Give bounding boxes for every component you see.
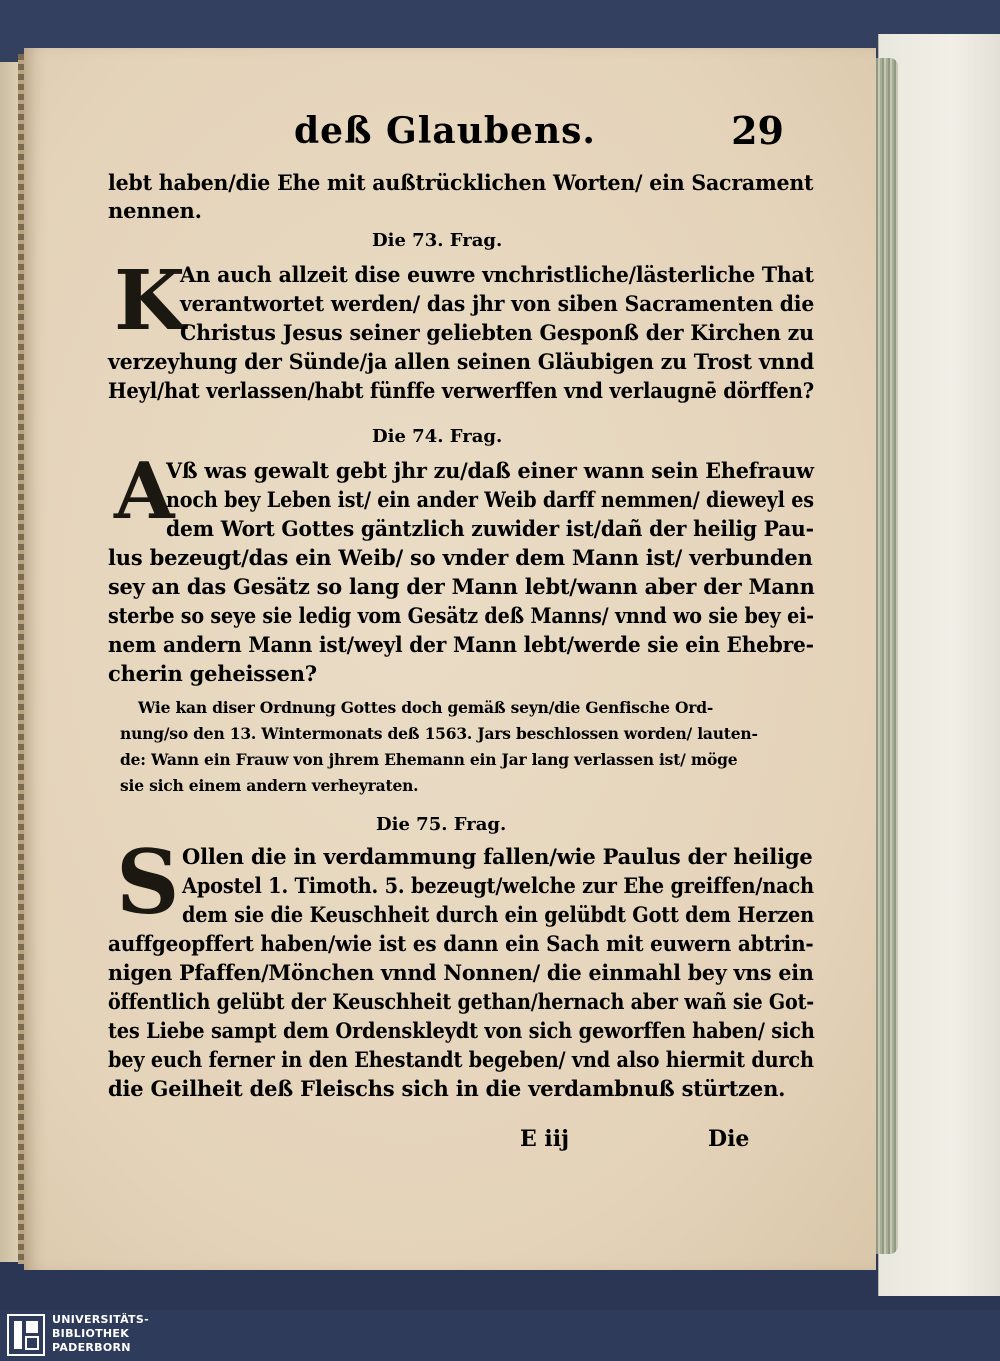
text-line: verantwortet werden/ das jhr von siben Sacramenten die	[180, 291, 815, 316]
text-line: nennen.	[108, 198, 202, 223]
library-name-line: BIBLIOTHEK	[52, 1327, 130, 1340]
drop-cap-initial: S	[116, 830, 180, 934]
text-line: sterbe so seye sie ledig vom Gesätz deß Manns/ vnnd wo sie bey ei-	[108, 603, 814, 628]
text-line: cherin geheissen?	[108, 661, 317, 686]
running-title: deß Glaubens.	[294, 110, 596, 152]
library-name-line: PADERBORN	[52, 1341, 131, 1354]
text-line: Ollen die in verdammung fallen/wie Paulus der heilige	[182, 844, 813, 869]
catchword: Die	[708, 1126, 750, 1152]
footer-bar	[0, 1310, 1000, 1361]
text-line: dem sie die Keuschheit durch ein gelübdt Gott dem Herzen	[182, 902, 814, 927]
question-heading: Die 73. Frag.	[372, 230, 503, 251]
text-line: Apostel 1. Timoth. 5. bezeugt/welche zur Ehe greiffen/nach	[182, 873, 814, 898]
text-line: nigen Pfaffen/Mönchen vnnd Nonnen/ die einmahl bey vns ein	[108, 960, 814, 985]
text-line: noch bey Leben ist/ ein ander Weib darff nemmen/ dieweyl es	[166, 487, 814, 512]
text-line: lus bezeugt/das ein Weib/ so vnder dem Mann ist/ verbunden	[108, 545, 813, 570]
note-line: nung/so den 13. Wintermonats deß 1563. Jars beschlossen worden/ lauten-	[120, 724, 758, 743]
text-line: die Geilheit deß Fleischs sich in die verdambnuß stürtzen.	[108, 1076, 786, 1101]
text-line: tes Liebe sampt dem Ordenskleydt von sich geworffen haben/ sich	[108, 1018, 815, 1043]
note-line: sie sich einem andern verheyraten.	[120, 776, 419, 795]
text-line: Heyl/hat verlassen/habt fünffe verwerffen vnd verlaugnē dörffen?	[108, 378, 814, 403]
library-name	[52, 1313, 149, 1355]
text-line: sey an das Gesätz so lang der Mann lebt/wann aber der Mann	[108, 574, 815, 599]
text-line: Christus Jesus seiner geliebten Gesponß der Kirchen zu	[180, 320, 814, 345]
drop-cap-initial: A	[114, 446, 175, 537]
text-line: Vß was gewalt gebt jhr zu/daß einer wann sein Ehefrauw	[166, 458, 814, 483]
page-number: 29	[731, 108, 784, 153]
text-line: lebt haben/die Ehe mit außtrücklichen Worten/ ein Sacrament	[108, 170, 814, 195]
running-head	[224, 110, 784, 158]
text-line: dem Wort Gottes gäntzlich zuwider ist/dañ der heilig Pau-	[166, 516, 814, 541]
library-logo-icon	[6, 1313, 46, 1357]
note-line: Wie kan diser Ordnung Gottes doch gemäß seyn/die Genfische Ord-	[138, 698, 714, 717]
text-line: An auch allzeit dise euwre vnchristliche/lästerliche That	[180, 262, 814, 287]
question-heading: Die 75. Frag.	[376, 814, 507, 835]
question-heading: Die 74. Frag.	[372, 426, 503, 447]
signature-mark: E iij	[520, 1126, 570, 1152]
drop-cap-initial: K	[114, 253, 186, 349]
text-line: bey euch ferner in den Ehestandt begeben/ vnd also hiermit durch	[108, 1047, 814, 1072]
library-name-line: UNIVERSITÄTS-	[52, 1313, 149, 1326]
text-line: auffgeopffert haben/wie ist es dann ein Sach mit euwern abtrin-	[108, 931, 814, 956]
note-line: de: Wann ein Frauw von jhrem Ehemann ein Jar lang verlassen ist/ möge	[120, 750, 738, 769]
book-page	[24, 48, 876, 1270]
text-line: verzeyhung der Sünde/ja allen seinen Gläubigen zu Trost vnnd	[108, 349, 815, 374]
text-line: öffentlich gelübt der Keuschheit gethan/hernach aber wañ sie Got-	[108, 989, 814, 1014]
text-line: nem andern Mann ist/weyl der Mann lebt/werde sie ein Ehebre-	[108, 632, 814, 657]
